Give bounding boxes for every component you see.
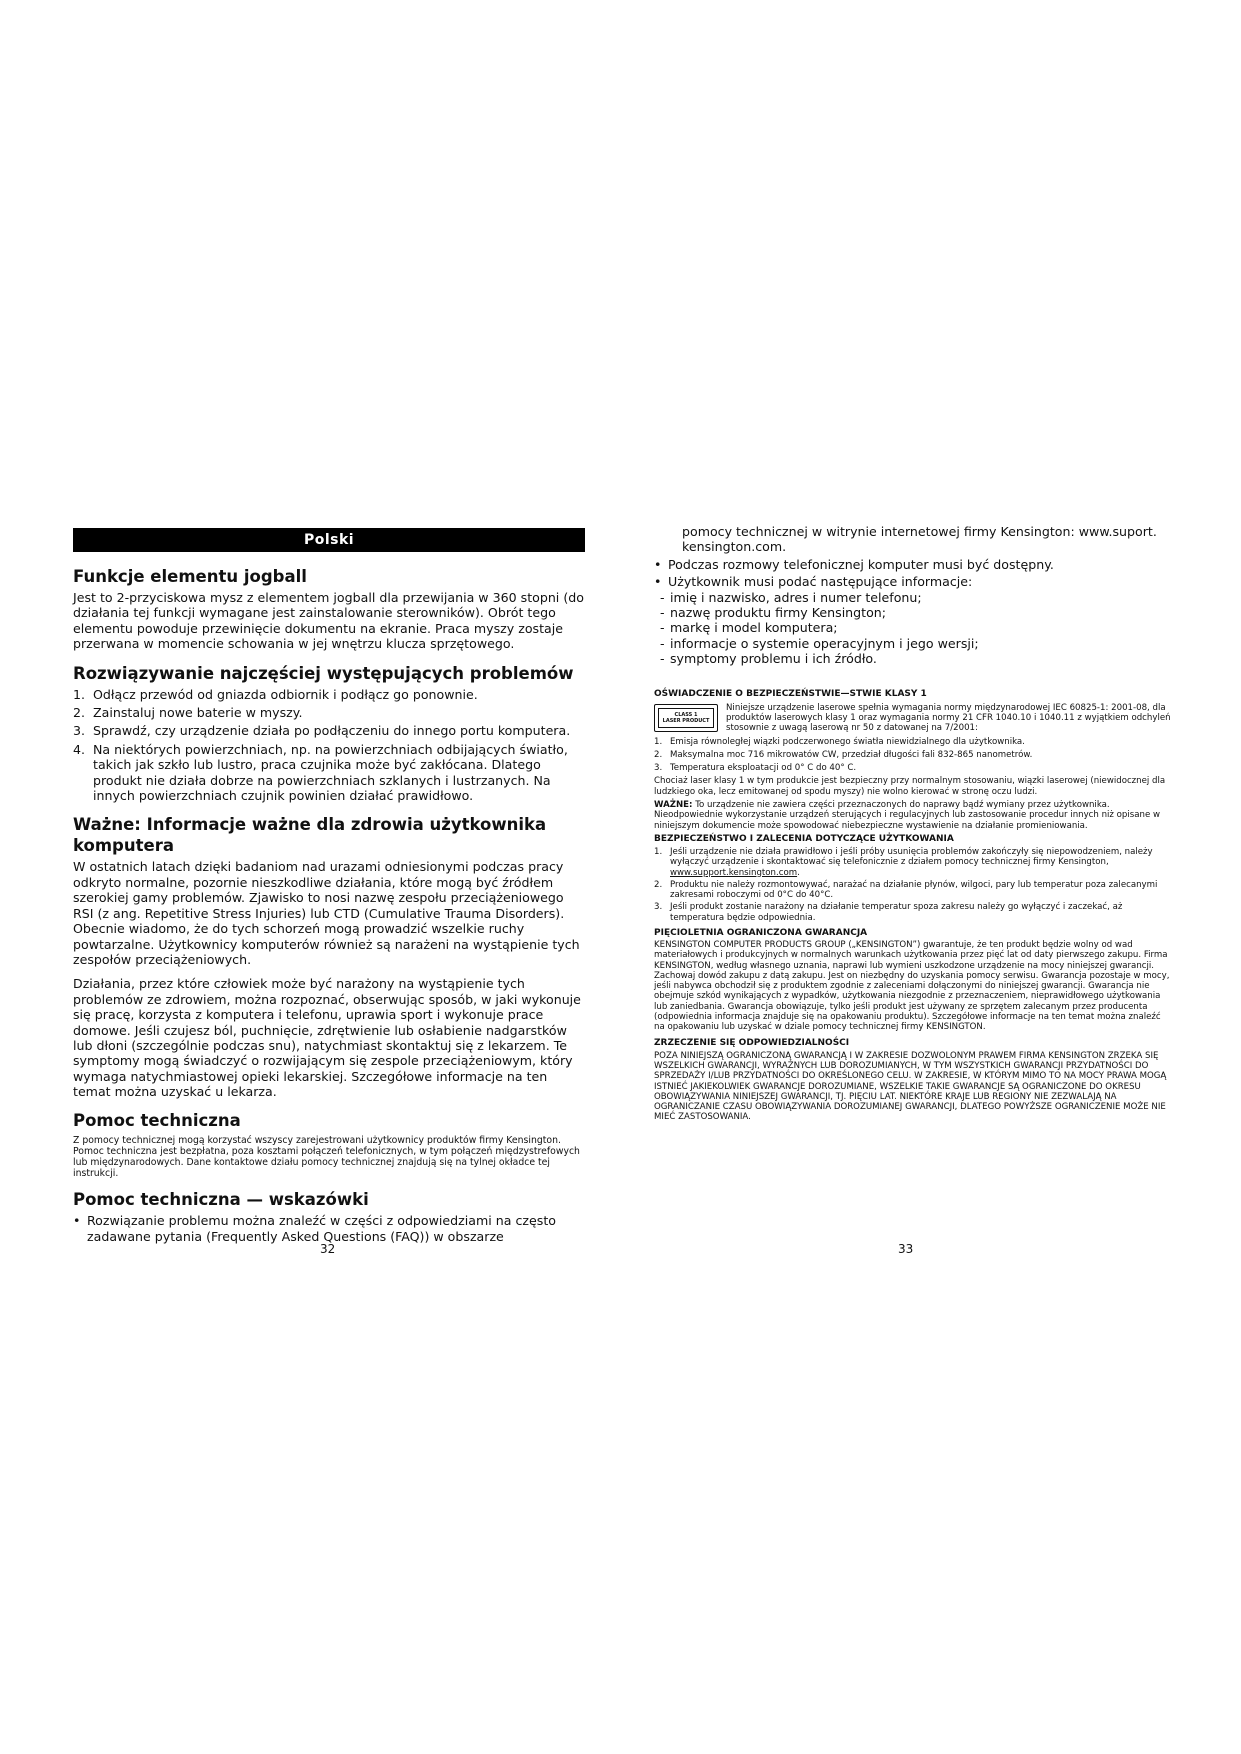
safety-heading: BEZPIECZEŃSTWO I ZALECENIA DOTYCZĄCE UŻYTKOWANIA xyxy=(654,833,954,844)
list-item: 4. Na niektórych powierzchniach, np. na powierzchniach odbijających światło, takich jak szkło lub lustro, praca czujnika może być zakłócana. Dlatego produkt nie działa dobrze na powierzchniach szklanych i lustrzanych. Na innych powierzchniach czujnik powinien działać prawidłowo. xyxy=(73,741,568,804)
disclaimer-heading: ZRZECZENIE SIĘ ODPOWIEDZIALNOŚCI xyxy=(654,1037,850,1048)
left-page xyxy=(73,528,585,1244)
bullet-item: • Użytkownik musi podać następujące informacje: xyxy=(654,574,973,590)
list-item: 2. Produktu nie należy rozmontowywać, narażać na działanie płynów, wilgoci, pary lub temperatur poza zalecanymi zakresami roboczymi od 0°C do 40°C. xyxy=(654,879,1158,901)
bullet-item: • Podczas rozmowy telefonicznej komputer musi być dostępny. xyxy=(654,556,1054,572)
warranty-heading: PIĘCIOLETNIA OGRANICZONA GWARANCJA xyxy=(654,928,868,938)
right-page xyxy=(654,524,1174,1123)
health-heading: Ważne: Informacje ważne dla zdrowia użytkownika komputera xyxy=(73,815,547,856)
safety-list xyxy=(654,847,1174,923)
dash-item: - nazwę produktu firmy Kensington; xyxy=(660,605,887,621)
laser-statement xyxy=(654,703,1174,734)
page-number: 33 xyxy=(898,1242,914,1256)
health-paragraph-2: Działania, przez które człowiek może być narażony na wystąpienie tych problemów ze zdrowiem, można rozpoznać, obserwując sposób, w jaki wykonuje się pracę, korzysta z komputera i telefonu, uprawia sport i wykonuje prace domowe. Jeśli czujesz ból, puchnięcie, zdrętwienie lub osłabienie nadgarstków lub dłoni (szczególnie podczas snu), natychmiast skontaktuj się z lekarzem. Te symptomy mogą świadczyć o rozwijającym się zespole przeciążeniowym, który wymaga natychmiastowej opieki lekarskiej. Szczegółowe informacje na ten temat można uzyskać u lekarza. xyxy=(73,976,581,1100)
dash-item: - markę i model komputera; xyxy=(660,620,838,636)
disclaimer-paragraph: POZA NINIEJSZĄ OGRANICZONĄ GWARANCJĄ I W ZAKRESIE DOZWOLONYM PRAWEM FIRMA KENSINGTON ZRZEKA SIĘ WSZELKICH GWARANCJI, WYRAŹNYCH LUB DOROZUMIANYCH, W TYM WSZYSTKICH GWARANCJI PRZYDATNOŚCI DO SPRZEDAŻY I/LUB PRZYDATNOŚCI DO OKREŚLONEGO CELU. W ZAKRESIE, W KTÓRYM MIMO TO NA MOCY PRAWA MOGĄ ISTNIEĆ JAKIEKOLWIEK GWARANCJE DOROZUMIANE, WSZELKIE TAKIE GWARANCJE SĄ OGRANICZONE DO OKRESU OBOWIĄZYWANIA NINIEJSZEJ GWARANCJI, TJ. PIĘCIU LAT. NIEKTÓRE KRAJE LUB REGIONY NIE ZEZWALAJĄ NA OGRANICZANIE CZASU OBOWIĄZYWANIA DOROZUMIANEJ GWARANCJI, DLATEGO POWYŻSZE OGRANICZENIE MOŻE NIE MIEĆ ZASTOSOWANIA. xyxy=(654,1050,1167,1123)
laser-list xyxy=(654,737,1174,774)
troubleshooting-heading: Rozwiązywanie najczęściej występujących problemów xyxy=(73,663,574,683)
language-banner: Polski xyxy=(73,528,585,552)
list-item: 3. Jeśli produkt zostanie narażony na działanie temperatur spoza zakresu należy go wyłączyć i zaczekać, aż temperatura będzie odpowiednia. xyxy=(654,902,1123,923)
list-item: 3. Sprawdź, czy urządzenie działa po podłączeniu do innego portu komputera. xyxy=(73,723,571,739)
troubleshooting-list xyxy=(73,687,585,804)
list-item: 2. Zainstaluj nowe baterie w myszy. xyxy=(73,705,303,721)
laser-safety-heading: OŚWIADCZENIE O BEZPIECZEŃSTWIE—STWIE KLASY 1 xyxy=(654,688,927,699)
support-paragraph: Z pomocy technicznej mogą korzystać wszyscy zarejestrowani użytkownicy produktów firmy Kensington. Pomoc techniczna jest bezpłatna, poza kosztami połączeń telefonicznych, w tym połączeń międzystrefowych lub międzynarodowych. Dane kontaktowe działu pomocy technicznej znajdują się na tylnej okładce tej instrukcji. xyxy=(73,1134,580,1180)
support-heading: Pomoc techniczna xyxy=(73,1110,241,1130)
dash-item: - informacje o systemie operacyjnym i jego wersji; xyxy=(660,635,979,651)
dash-item: - imię i nazwisko, adres i numer telefonu; xyxy=(660,589,922,605)
support-tips-heading: Pomoc techniczna — wskazówki xyxy=(73,1190,369,1210)
warranty-paragraph: KENSINGTON COMPUTER PRODUCTS GROUP („KENSINGTON”) gwarantuje, że ten produkt będzie wolny od wad materiałowych i produkcyjnych w normalnych warunkach użytkowania przez pięć lat od daty pierwszego zakupu. Firma KENSINGTON, według własnego uznania, naprawi lub wymieni uszkodzone urządzenie na mocy niniejszej gwarancji. Zachowaj dowód zakupu z datą zakupu. Jest on niezbędny do uzyskania pomocy serwisu. Gwarancja pozostaje w mocy, jeśli nabywca obchodził się z produktem zgodnie z zaleceniami dołączonymi do niniejszej gwarancji. Gwarancja nie obejmuje szkód wynikających z wypadków, użytkowania niezgodnie z przeznaczeniem, nieprawidłowego użytkowania lub zaniedbania. Gwarancja obowiązuje, tylko jeśli produkt jest używany ze sprzętem zalecanym przez producenta (odpowiednia informacja znajduje się na opakowaniu produktu). Szczegółowe informacje na ten temat można znaleźć na opakowaniu lub uzyskać w dziale pomocy technicznej firmy KENSINGTON. xyxy=(654,940,1170,1033)
jogball-paragraph: Jest to 2-przyciskowa mysz z elementem jogball dla przewijania w 360 stopni (do działania tej funkcji wymagane jest zainstalowanie sterowników). Obrót tego elementu powoduje przewinięcie dokumentu na ekranie. Praca myszy zostaje przerwana w momencie schowania w jej wnętrzu klucza sprzętowego. xyxy=(73,590,584,652)
laser-intro: Niniejsze urządzenie laserowe spełnia wymagania normy międzynarodowej IEC 60825-1: 2001-08, dla produktów laserowych klasy 1 oraz wymagania normy 21 CFR 1040.10 i 1040.11 z wyjątkiem odchyleń stosownie z uwagą laserową nr 50 z datowanej na 7/2001: xyxy=(726,702,1171,734)
warning-label: WAŻNE: xyxy=(654,800,693,811)
support-website-link[interactable]: www.support.kensington.com xyxy=(670,867,798,878)
laser-note: Chociaż laser klasy 1 w tym produkcie jest bezpieczny przy normalnym stosowaniu, wiązki laserowej (niewidocznej dla ludzkiego oka, lecz emitowanej od spodu myszy) nie wolno kierować w stronę oczu ludzi. xyxy=(654,776,1166,797)
tips-continuation: pomocy technicznej w witrynie internetowej firmy Kensington: www.suport. kensington.com. xyxy=(682,524,1157,555)
jogball-heading: Funkcje elementu jogball xyxy=(73,567,307,586)
list-item: 1. Emisja równoległej wiązki podczerwonego światła niewidzialnego dla użytkownika. xyxy=(654,736,1025,747)
dash-item: - symptomy problemu i ich źródło. xyxy=(660,651,877,667)
health-paragraph-1: W ostatnich latach dzięki badaniom nad urazami odniesionymi podczas pracy odkryto normalne, pozornie nieszkodliwe działania, które mogą być źródłem szerokiej gamy problemów. Zjawisko to nosi nazwę zespołu przeciążeniowego RSI (z ang. Repetitive Stress Injuries) lub CTD (Cumulative Trauma Disorders). Obecnie wiadomo, że do tych schorzeń mogą prowadzić wszelkie ruchy powtarzalne. Użytkownicy komputerów również są narażeni na wystąpienie tych zespołów przeciążeniowych. xyxy=(73,859,580,967)
list-item: 3. Temperatura eksploatacji od 0° C do 40° C. xyxy=(654,763,857,774)
list-item: 1. Odłącz przewód od gniazda odbiornik i podłącz go ponownie. xyxy=(73,686,478,702)
page-number: 32 xyxy=(320,1242,336,1256)
class1-laser-label-icon: CLASS 1 LASER PRODUCT xyxy=(654,704,718,732)
list-item: 1. Jeśli urządzenie nie działa prawidłowo i jeśli próby usunięcia problemów zakończyły się niepowodzeniem, należy wyłączyć urządzenie i skontaktować się telefonicznie z działem pomocy technicznej firmy Kensington, www.support.kensington.com. xyxy=(654,846,1153,878)
warning-paragraph: WAŻNE: To urządzenie nie zawiera części przeznaczonych do naprawy bądź wymiany przez użytkownika. Nieodpowiednie wykorzystanie urządzeń sterujących i regulacyjnych lub zastosowanie procedur innych niż opisane w niniejszym dokumencie może spowodować niebezpieczne wystawienie na działanie promieniowania. xyxy=(654,800,1160,831)
list-item: 2. Maksymalna moc 716 mikrowatów CW, przedział długości fali 832-865 nanometrów. xyxy=(654,749,1033,760)
tips-bullet: • Rozwiązanie problemu można znaleźć w części z odpowiedziami na często zadawane pytania (Frequently Asked Questions (FAQ)) w obszarze xyxy=(73,1213,556,1244)
